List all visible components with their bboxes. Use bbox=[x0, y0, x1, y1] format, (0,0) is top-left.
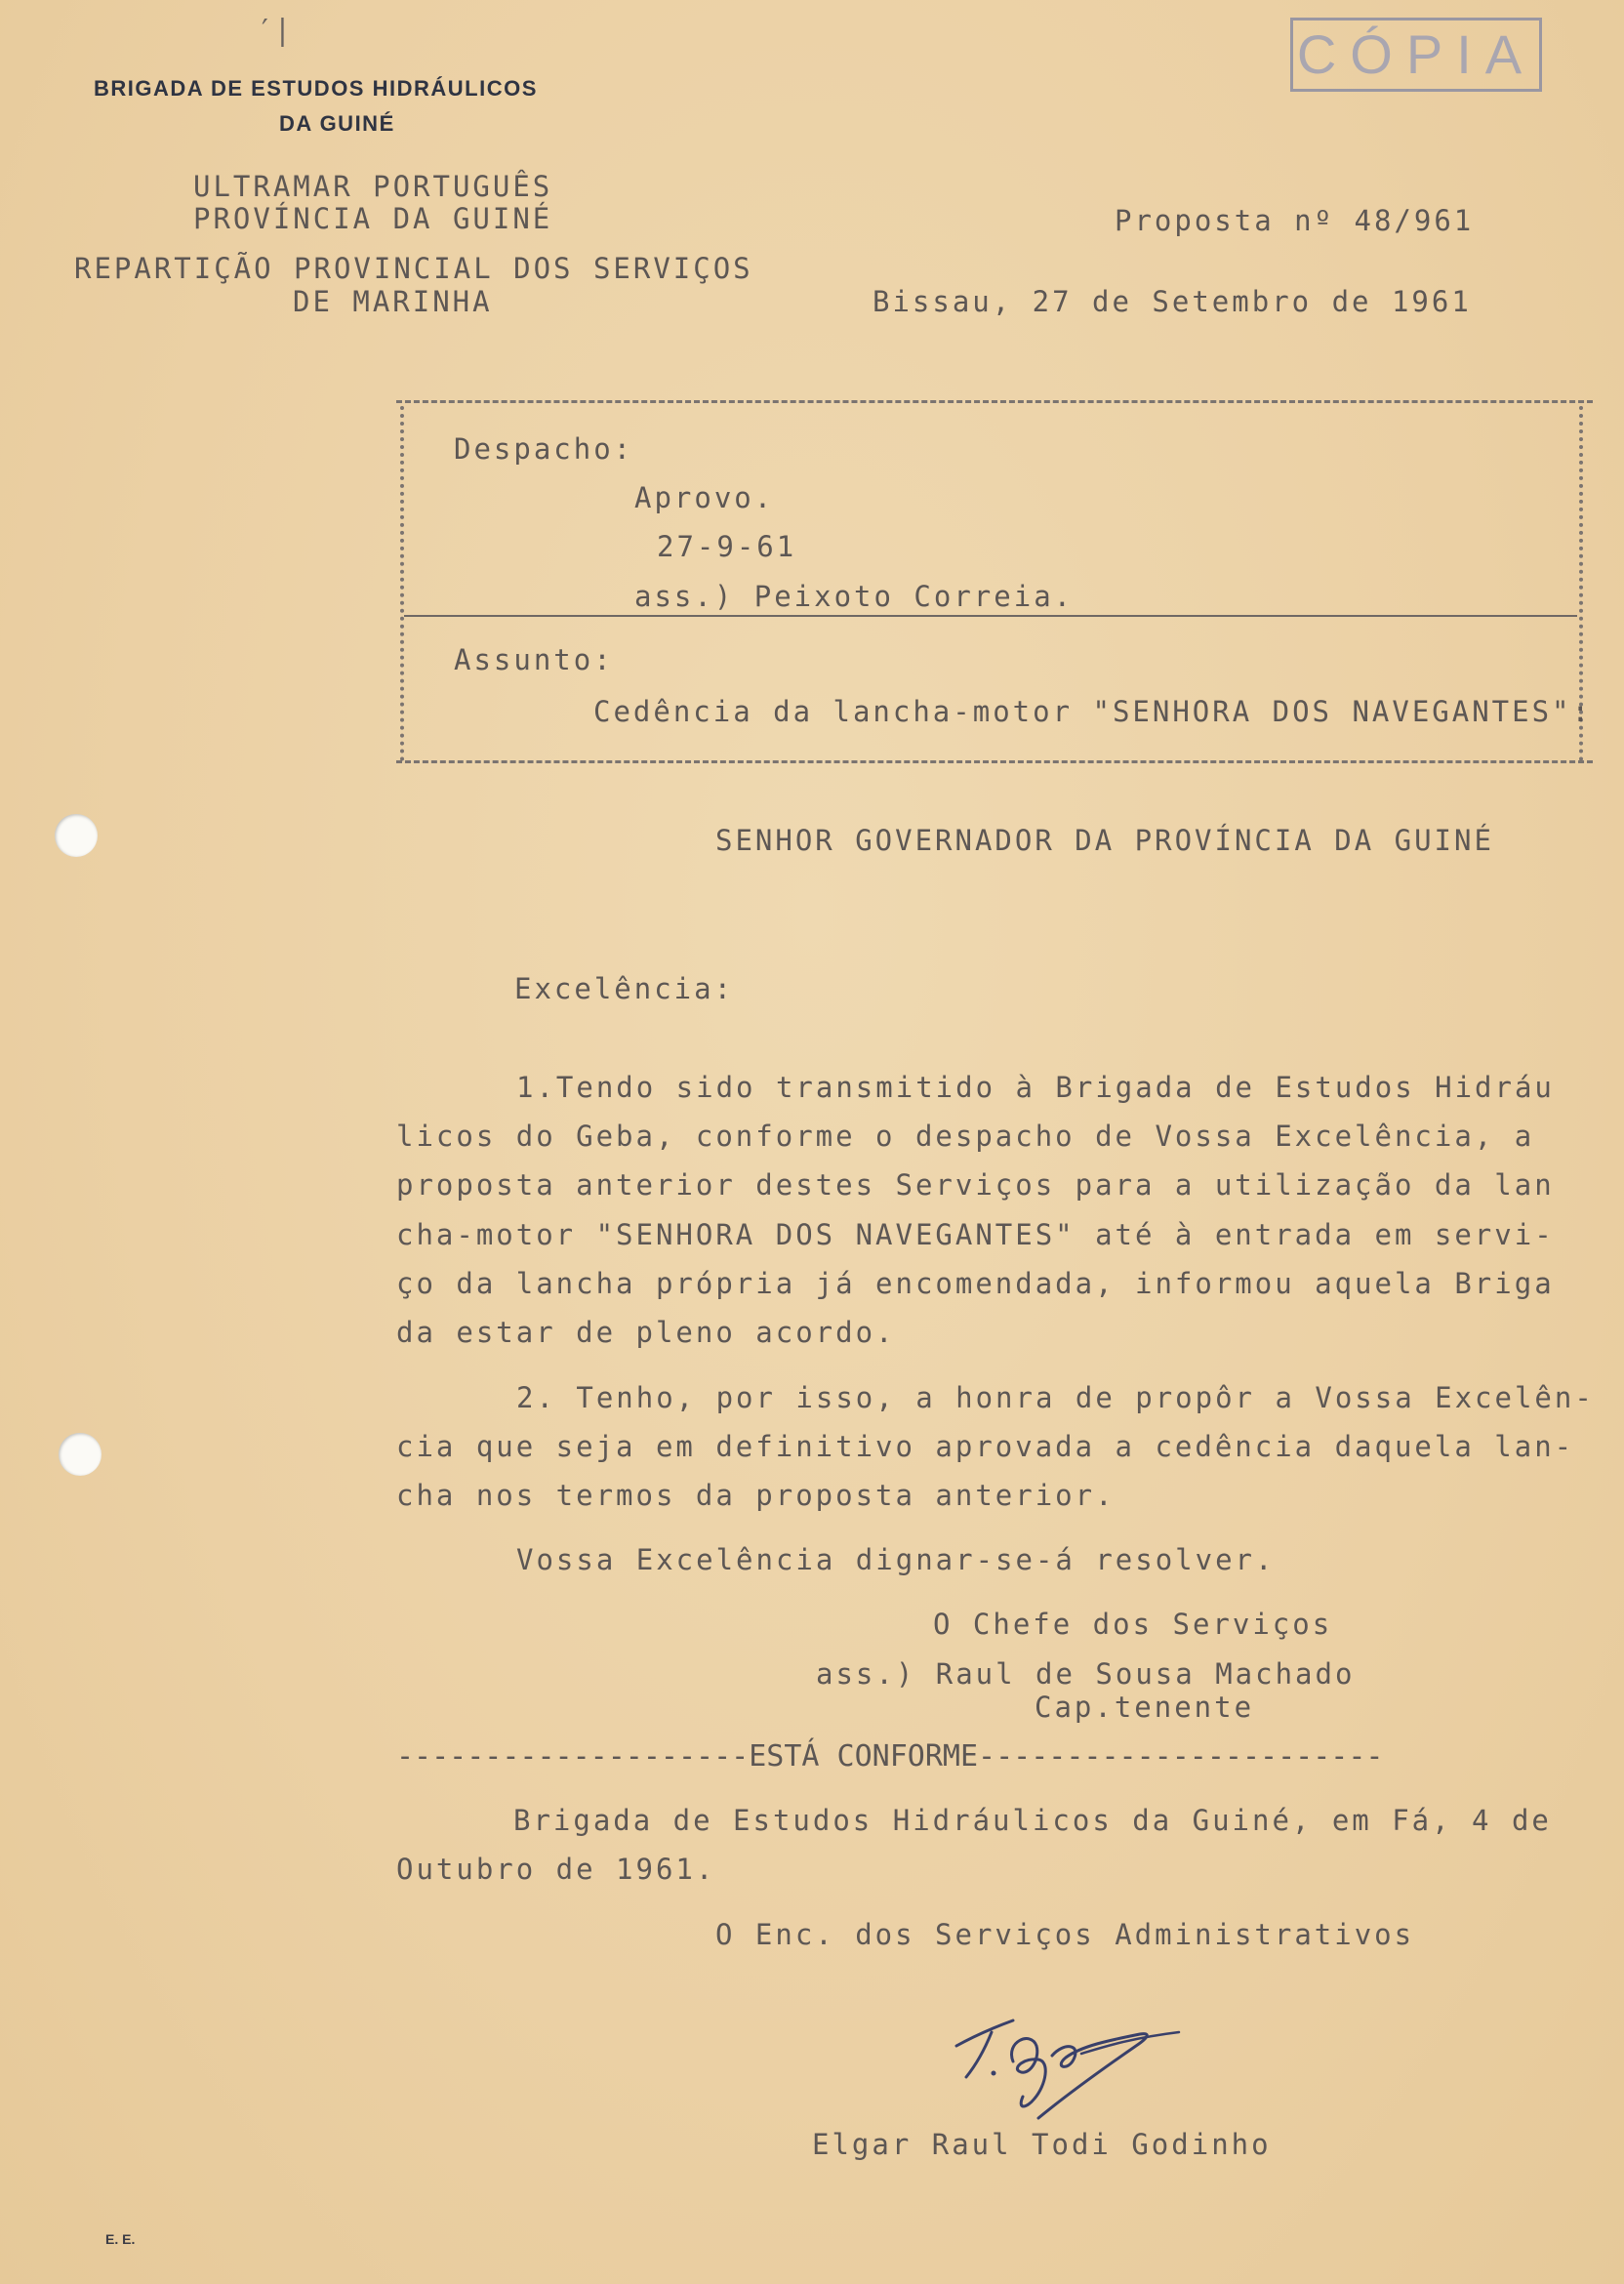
paragraph2-line3: cha nos termos da proposta anterior. bbox=[396, 1479, 1116, 1512]
paragraph2-line1: 2. Tenho, por isso, a honra de propôr a Vossa Excelên- bbox=[516, 1381, 1595, 1414]
despacho-signature: ass.) Peixoto Correia. bbox=[634, 580, 1075, 613]
paragraph1-line3: proposta anterior destes Serviços para a utilização da lan bbox=[396, 1168, 1555, 1202]
closing-formula: Vossa Excelência dignar-se-á resolver. bbox=[516, 1543, 1276, 1576]
brigade-header-line2: DA GUINÉ bbox=[279, 111, 395, 136]
despacho-date: 27-9-61 bbox=[657, 530, 797, 563]
assunto-text: Cedência da lancha-motor "SENHORA DOS NAVEGANTES": bbox=[593, 695, 1592, 728]
paragraph1-line6: da estar de pleno acordo. bbox=[396, 1316, 896, 1349]
box-top-border bbox=[396, 400, 1593, 403]
box-divider bbox=[404, 615, 1577, 617]
provincia-line: PROVÍNCIA DA GUINÉ bbox=[193, 202, 553, 235]
place-date: Bissau, 27 de Setembro de 1961 bbox=[873, 285, 1472, 318]
despacho-aprovo: Aprovo. bbox=[634, 481, 775, 514]
esta-conforme-line: --------------------ESTÁ CONFORME----------------------- bbox=[396, 1739, 1384, 1774]
assunto-label: Assunto: bbox=[454, 643, 614, 676]
punch-hole-top bbox=[55, 814, 98, 857]
chief-signed: ass.) Raul de Sousa Machado bbox=[816, 1657, 1356, 1691]
paragraph1-line4: cha-motor "SENHORA DOS NAVEGANTES" até à entrada em servi- bbox=[396, 1218, 1555, 1251]
box-left-border bbox=[400, 406, 404, 761]
reparticao-line1: REPARTIÇÃO PROVINCIAL DOS SERVIÇOS bbox=[74, 252, 753, 285]
paragraph2-line2: cia que seja em definitivo aprovada a cedência daquela lan- bbox=[396, 1430, 1575, 1463]
certification-line2: Outubro de 1961. bbox=[396, 1853, 716, 1886]
pencil-mark: ′ | bbox=[262, 14, 288, 48]
box-bottom-border bbox=[396, 760, 1593, 763]
copia-stamp: CÓPIA bbox=[1290, 18, 1542, 92]
paragraph1-line1: 1.Tendo sido transmitido à Brigada de Estudos Hidráu bbox=[516, 1071, 1555, 1104]
brigade-header-line1: BRIGADA DE ESTUDOS HIDRÁULICOS bbox=[94, 76, 538, 101]
chief-rank: Cap.tenente bbox=[1035, 1691, 1255, 1724]
reparticao-line2: DE MARINHA bbox=[293, 285, 493, 318]
punch-hole-bottom bbox=[59, 1433, 102, 1476]
chief-title: O Chefe dos Serviços bbox=[933, 1608, 1333, 1641]
signer-name: Elgar Raul Todi Godinho bbox=[812, 2128, 1272, 2161]
proposta-number: Proposta nº 48/961 bbox=[1115, 204, 1475, 237]
footer-mark: E. E. bbox=[105, 2231, 136, 2247]
despacho-label: Despacho: bbox=[454, 432, 634, 466]
certification-line1: Brigada de Estudos Hidráulicos da Guiné, em Fá, 4 de bbox=[513, 1804, 1552, 1837]
paragraph1-line5: ço da lancha própria já encomendada, informou aquela Briga bbox=[396, 1267, 1555, 1300]
paragraph1-line2: licos do Geba, conforme o despacho de Vossa Excelência, a bbox=[396, 1120, 1535, 1153]
salutation: Excelência: bbox=[514, 972, 735, 1005]
ultramar-line: ULTRAMAR PORTUGUÊS bbox=[193, 170, 553, 203]
handwritten-signature bbox=[945, 2003, 1198, 2130]
addressee: SENHOR GOVERNADOR DA PROVÍNCIA DA GUINÉ bbox=[715, 824, 1494, 857]
admin-title: O Enc. dos Serviços Administrativos bbox=[715, 1918, 1415, 1951]
